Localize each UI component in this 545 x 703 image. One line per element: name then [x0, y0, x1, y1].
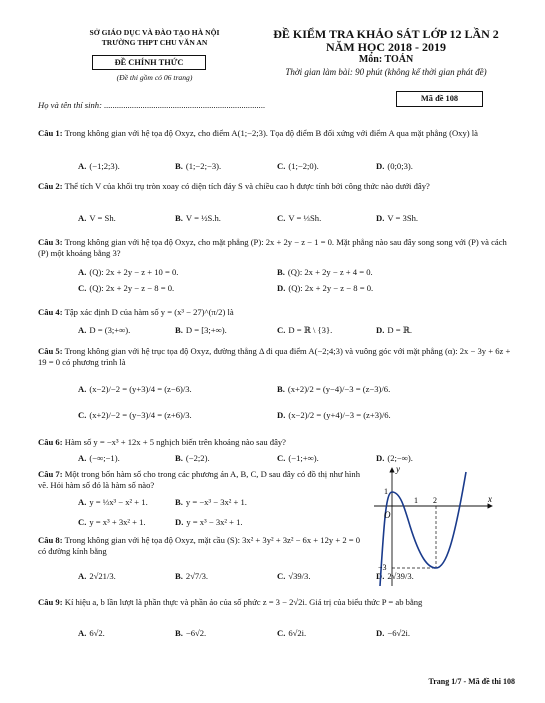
option-c[interactable]: C. (−1;+∞).: [277, 453, 319, 463]
option-a[interactable]: A. y = ⅓x³ − x² + 1.: [78, 497, 148, 507]
tick-y-1: 1: [384, 487, 388, 496]
option-c[interactable]: C. V = ⅓Sh.: [277, 213, 322, 223]
option-c[interactable]: C. (x+2)/−2 = (y−3)/4 = (z+6)/3.: [78, 410, 192, 420]
dept-line-2: TRƯỜNG THPT CHU VĂN AN: [101, 38, 208, 47]
x-label: x: [488, 494, 492, 504]
option-a[interactable]: A. (−∞;−1).: [78, 453, 120, 463]
question-8: Câu 8: Trong không gian với hệ tọa độ Oxyz, mặt cầu (S): 3x² + 3y² + 3z² − 6x + 12y + 2 = 0 có đường kính bằng: [38, 535, 361, 556]
option-a[interactable]: A. D = (3;+∞).: [78, 325, 131, 335]
option-a[interactable]: A. V = Sh.: [78, 213, 116, 223]
option-b[interactable]: B. (1;−2;−3).: [175, 161, 222, 171]
tick-x-1: 1: [414, 496, 418, 505]
option-a[interactable]: A. (Q): 2x + 2y − z + 10 = 0.: [78, 267, 179, 277]
option-d[interactable]: D. (0;0;3).: [376, 161, 413, 171]
option-c[interactable]: C. (Q): 2x + 2y − z − 8 = 0.: [78, 283, 175, 293]
option-c[interactable]: C. 6√2i.: [277, 628, 307, 638]
option-b[interactable]: B. 2√7/3.: [175, 571, 209, 581]
option-b[interactable]: B. −6√2.: [175, 628, 207, 638]
option-a[interactable]: A. (x−2)/−2 = (y+3)/4 = (z−6)/3.: [78, 384, 192, 394]
option-c[interactable]: C. (1;−2;0).: [277, 161, 319, 171]
question-2: Câu 2: Thể tích V của khối trụ tròn xoay có diện tích đáy S và chiều cao h được tính bởi công thức nào dưới đây?: [38, 181, 430, 191]
page-footer: Trang 1/7 - Mã đề thi 108: [428, 677, 515, 686]
y-label: y: [396, 464, 400, 474]
option-d[interactable]: D. (x−2)/2 = (y+4)/−3 = (z+3)/6.: [277, 410, 391, 420]
option-b[interactable]: B. y = −x³ − 3x² + 1.: [175, 497, 247, 507]
cubic-curve: [380, 472, 466, 586]
option-a[interactable]: A. (−1;2;3).: [78, 161, 120, 171]
question-6: Câu 6: Hàm số y = −x³ + 12x + 5 nghịch biến trên khoảng nào sau đây?: [38, 437, 286, 447]
origin-label: O: [384, 510, 391, 520]
question-1: [38, 128, 518, 139]
question-9: Câu 9: Kí hiệu a, b lần lượt là phần thực và phần ảo của số phức z = 3 − 2√2i. Giá trị của biểu thức P = ab bằng: [38, 597, 423, 607]
student-name-line: Họ và tên thí sinh: ...........................................................................: [38, 100, 266, 110]
question-text: Trong không gian với hệ tọa độ Oxyz, cho điểm A(1;−2;3). Tọa độ điểm B đối xứng với điểm A qua mặt phẳng (Oxy) là: [64, 128, 478, 138]
question-5: Câu 5: Trong không gian với hệ trục tọa độ Oxyz, đường thẳng Δ đi qua điểm A(−2;4;3) và vuông góc với mặt phẳng (α): 2x − 3y + 6z + 19 = 0 có phương trình là: [38, 346, 511, 367]
option-a[interactable]: A. 6√2.: [78, 628, 105, 638]
option-d[interactable]: D. D = ℝ.: [376, 325, 412, 335]
option-b[interactable]: B. (x+2)/2 = (y−4)/−3 = (z−3)/6.: [277, 384, 391, 394]
question-3: Câu 3: Trong không gian với hệ tọa độ Oxyz, cho mặt phẳng (P): 2x + 2y − z − 1 = 0. Mặt phẳng nào sau đây song song với (P) và cách (P) một khoảng bằng 3?: [38, 237, 507, 258]
option-d[interactable]: D. −6√2i.: [376, 628, 411, 638]
option-c[interactable]: C. D = ℝ \ {3}.: [277, 325, 333, 335]
option-b[interactable]: B. (−2;2).: [175, 453, 210, 463]
time-note: Thời gian làm bài: 90 phút (không kể thời gian phát đề): [285, 67, 487, 77]
option-d[interactable]: D. (2;−∞).: [376, 453, 413, 463]
option-c[interactable]: C. y = x³ + 3x² + 1.: [78, 517, 146, 527]
subject: Môn: TOÁN: [358, 54, 414, 65]
question-label: Câu 1:: [38, 128, 63, 138]
question-4: Câu 4: Tập xác định D của hàm số y = (x³ − 27)^(π/2) là: [38, 307, 234, 317]
option-c[interactable]: C. √39/3.: [277, 571, 311, 581]
option-d[interactable]: D. y = x³ − 3x² + 1.: [175, 517, 243, 527]
option-d[interactable]: D. V = 3Sh.: [376, 213, 419, 223]
exam-title-1: ĐỀ KIỂM TRA KHẢO SÁT LỚP 12 LẦN 2: [273, 27, 499, 41]
option-b[interactable]: B. V = ½S.h.: [175, 213, 221, 223]
page-count-note: (Đề thi gồm có 06 trang): [116, 73, 193, 82]
option-b[interactable]: B. D = [3;+∞).: [175, 325, 227, 335]
tick-y-minus3: −3: [378, 563, 387, 572]
exam-title-2: NĂM HỌC 2018 - 2019: [326, 40, 446, 54]
option-d[interactable]: D. 2√39/3.: [376, 571, 414, 581]
question-7: Câu 7: Một trong bốn hàm số cho trong các phương án A, B, C, D sau đây có đồ thị như hình vẽ. Hỏi hàm số đó là hàm số nào?: [38, 469, 361, 490]
option-d[interactable]: D. (Q): 2x + 2y − z − 8 = 0.: [277, 283, 374, 293]
dept-line-1: SỞ GIÁO DỤC VÀ ĐÀO TẠO HÀ NỘI: [89, 28, 220, 37]
option-a[interactable]: A. 2√21/3.: [78, 571, 116, 581]
tick-x-2: 2: [433, 496, 437, 505]
exam-code: Mã đề 108: [396, 91, 483, 107]
official-label: ĐỀ CHÍNH THỨC: [92, 55, 206, 70]
option-b[interactable]: B. (Q): 2x + 2y − z + 4 = 0.: [277, 267, 373, 277]
function-graph: [370, 462, 500, 592]
